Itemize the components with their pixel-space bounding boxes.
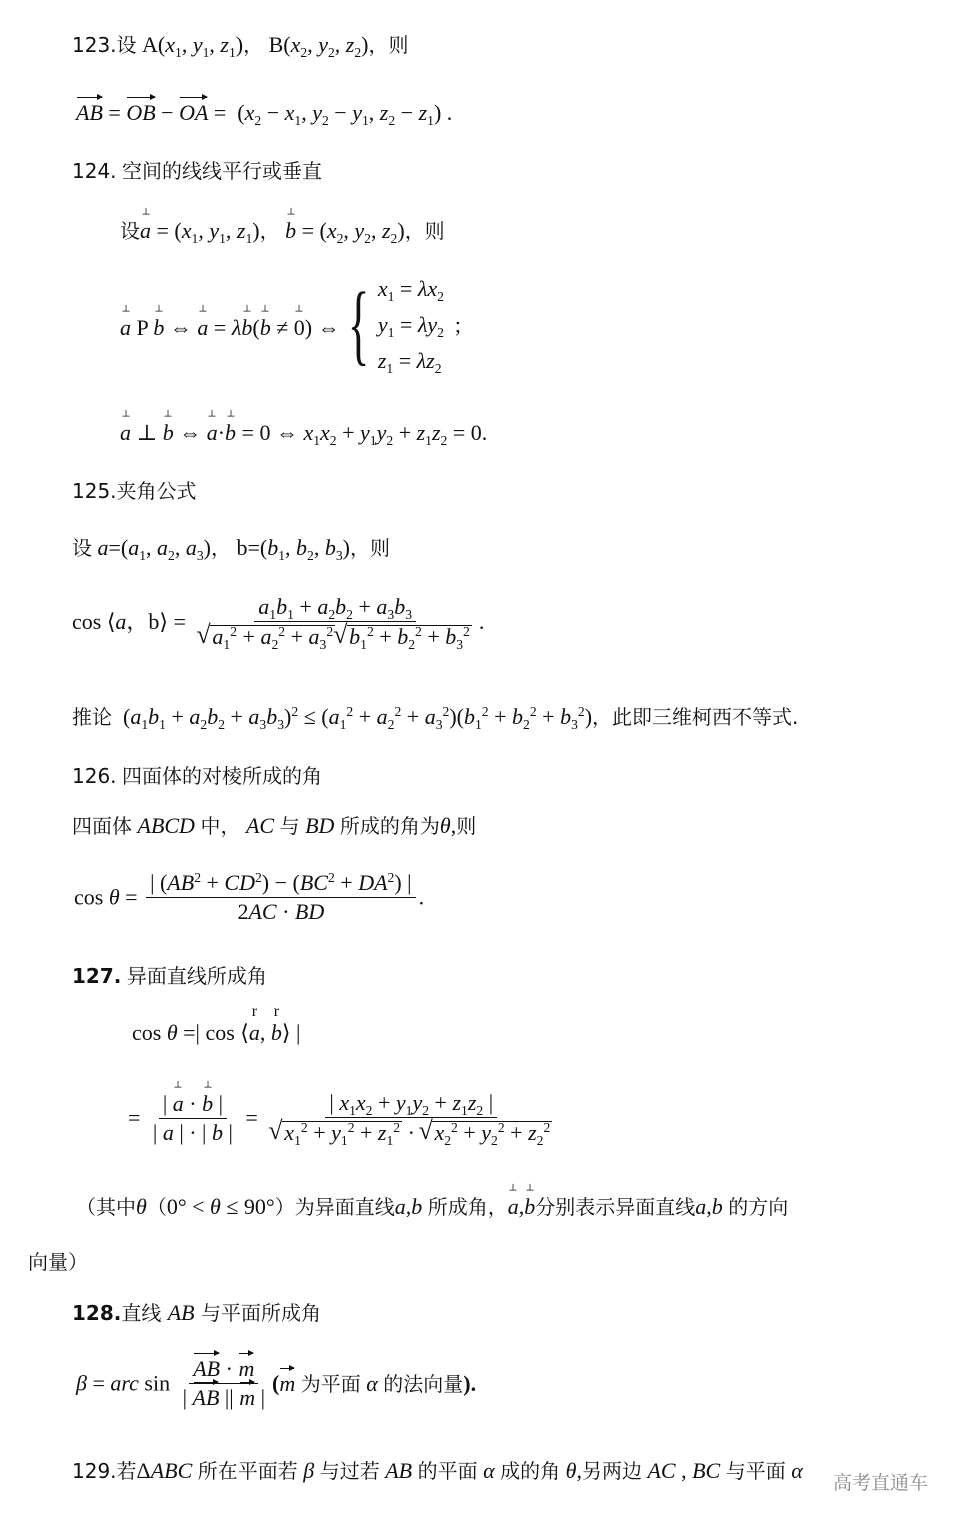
point-b: $B(x_2$, $y_2$, $z_2$) <box>268 32 369 60</box>
section-127-note-line-1: （其中θ（0° < θ ≤ 90°）为异面直线a,b 所成角，⊥ a,⊥ b分别表示异面直线a,b 的方向 <box>76 1196 788 1218</box>
watermark: 高考直通车 <box>833 1472 929 1494</box>
section-title: 空间的线线平行或垂直 <box>122 159 323 183</box>
then-label: 则 <box>388 33 409 57</box>
section-title: 夹角公式 <box>116 479 197 503</box>
corollary-label: 推论 <box>72 705 112 729</box>
section-title: 四面体的对棱所成的角 <box>122 764 323 788</box>
section-125-heading <box>72 480 197 502</box>
intro-label: 设 <box>116 33 137 57</box>
section-124-heading <box>72 160 322 182</box>
parallel-cases: $x_1 = \lambda x_2$ $y_1 = \lambda y_2$ ; $z_1 = \lambda z_2$ <box>377 276 462 376</box>
section-126-given: 四面体 ABCD 中， AC 与 BD 所成的角为θ,则 <box>72 813 477 838</box>
section-128-heading: 128.直线 AB 与平面所成角 <box>72 1300 321 1325</box>
corollary-note: ，此即三维柯西不等式. <box>592 705 799 729</box>
section-number: 126. <box>72 764 117 788</box>
section-125-corollary: 推论 $(a_1b_1 + a_2b_2 + a_3b_3)^2 \le (a_1^2 + a_2^2 + a_3^2)(b_1^2 + b_2^2 + b_3^2)$，此即三维柯西不等式. <box>72 703 799 732</box>
section-number: 124. <box>72 159 117 183</box>
point-a: $A(x_1$, $y_1$, $z_1$) <box>142 32 244 60</box>
section-125-given: 设 $a=(a_1$, $a_2$, $a_3$)， $b=(b_1$, $b_2$, $b_3$)，则 <box>72 535 390 563</box>
section-127-heading <box>72 965 267 987</box>
section-number: 125. <box>72 479 117 503</box>
section-123-heading: 123.设 $A(x_1$, $y_1$, $z_1$)， $B(x_2$, $y_2$, $z_2$)，则 <box>72 32 409 60</box>
section-127-note-line-2: 向量） <box>28 1250 88 1274</box>
section-number: 127. <box>72 964 122 988</box>
section-number: 128. <box>72 1301 122 1325</box>
section-number: 123. <box>72 33 117 57</box>
section-125-formula: cos ⟨a，b⟩ = $a_1b_1 + a_2b_2 + a_3b_3$ √ $a_1^2 + a_2^2 + a_3^2$ √ $b_1^2 + b_2^2 + b_3^2$ . <box>72 596 484 648</box>
section-128-formula: β = arc sin $\frac{AB \cdot m}{| AB || m |}$ (m 为平面 α 的法向量). <box>76 1356 477 1410</box>
section-127-formula-1: cos θ =| cos ⟨r a, r b⟩ | <box>132 1022 300 1044</box>
section-127-formula-2: = $\frac{| \perp a \cdot \perp b |}{| a | \cdot | b |}$ = | $x_1x_2 + y_1y_2 + z_1z_2$ | √ $x_1^2 + y_1^2 + z_1^2$ · √ $x_2^2 + y_2^2 + z_2^2$ <box>128 1092 559 1144</box>
section-124-perpendicular: ⊥ a ⊥ ⊥ b ⇔ ⊥ a·⊥ b = 0 ⇔ $x_1x_2 + y_1y_2 + z_1z_2 = 0$. <box>120 422 487 444</box>
section-129-text: 129.若ΔABC 所在平面若 β 与过若 AB 的平面 α 成的角 θ,另两边 AC , BC 与平面 α <box>72 1458 803 1483</box>
section-126-formula: cos θ = $\frac{| (AB^2 + CD^2) - (BC^2 + DA^2) |}{2AC \cdot BD}$ . <box>74 869 425 924</box>
cases-brace: { <box>347 275 370 374</box>
section-124-given: 设⊥ $a = (x_1$, $y_1$, $z_1$)， ⊥ $b = (x_2$, $y_2$, $z_2$)，则 <box>120 220 445 242</box>
section-126-heading <box>72 765 322 787</box>
section-123-formula: AB = OB − OA = ($x_2 - x_1$, $y_2 - y_1$, $z_2 - z_1$) . <box>76 100 453 128</box>
section-title: 异面直线所成角 <box>126 964 267 988</box>
section-number: 129. <box>72 1459 117 1483</box>
section-124-parallel: ⊥ a P ⊥ b ⇔ ⊥ a = λ⊥ b(⊥ b ≠ ⊥ 0) ⇔ { $x_1 = \lambda x_2$ $y_1 = \lambda y_2$ ; $z_1 = \lambda z_2$ <box>120 278 461 372</box>
